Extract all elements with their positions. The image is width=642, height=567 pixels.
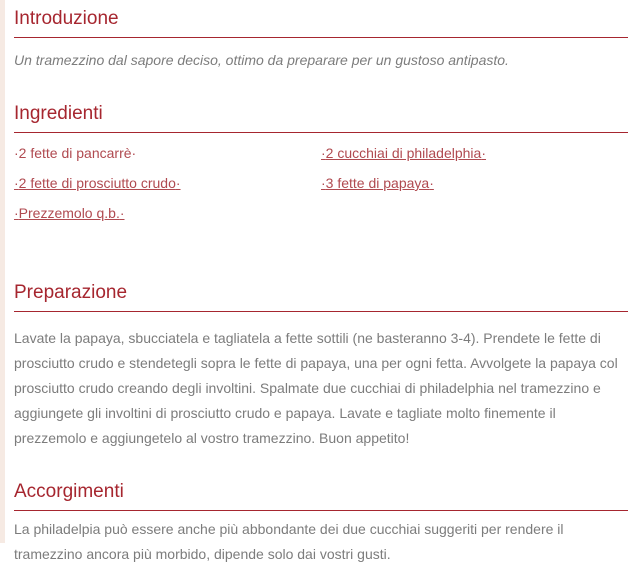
section-title-ingredienti: Ingredienti [14, 104, 628, 133]
ingredient-link-pancarre[interactable] [14, 145, 136, 161]
ingredient-label: 3 fette di papaya [325, 175, 430, 191]
bullet-icon: · [14, 145, 19, 161]
ingredient-link-papaya[interactable] [321, 175, 434, 191]
ingredient-label: 2 fette di pancarrè [18, 145, 132, 161]
section-title-accorgimenti: Accorgimenti [14, 482, 628, 511]
ingredient-link-philadelphia[interactable] [321, 145, 486, 161]
bullet-icon: · [429, 175, 434, 191]
preparation-text: Lavate la papaya, sbucciatela e tagliatela a fette sottili (ne basteranno 3-4). Prendete le fette di prosciutto crudo e stendetegli sopra le fette di papaya, una per ogni fetta. Avvolgete la papaya col prosciutto crudo creando degli involtini. Spalmate due cucchiai di philadelphia nel tramezzino e aggiungete gli involtini di prosciutto crudo e papaya. Lavate e tagliate molto finemente il prezzemolo e aggiungetelo al vostro tramezzino. Buon appetito! [14, 330, 618, 446]
ingredient-link-prezzemolo[interactable] [14, 205, 125, 221]
section-preparazione [14, 283, 628, 451]
ingredients-column-left [14, 145, 321, 235]
bullet-icon: · [175, 175, 181, 191]
section-ingredienti [14, 104, 628, 235]
bullet-icon: · [131, 145, 137, 161]
section-title-preparazione: Preparazione [14, 283, 628, 312]
section-introduzione [14, 9, 628, 70]
recipe-content [14, 0, 628, 567]
ingredients-list [14, 145, 628, 235]
bullet-icon: · [14, 175, 19, 191]
section-title-introduzione: Introduzione [14, 9, 628, 38]
introduction-text: Un tramezzino dal sapore deciso, ottimo da preparare per un gustoso antipasto. [14, 52, 509, 68]
bullet-icon: · [481, 145, 487, 161]
ingredient-link-prosciutto-crudo[interactable] [14, 175, 181, 191]
ingredient-label: 2 fette di prosciutto crudo [18, 175, 176, 191]
ingredient-label: 2 cucchiai di philadelphia [325, 145, 482, 161]
ingredient-label: Prezzemolo q.b. [18, 205, 120, 221]
section-accorgimenti [14, 482, 628, 567]
bullet-icon: · [14, 205, 19, 221]
page-left-border [0, 0, 5, 543]
bullet-icon: · [321, 175, 326, 191]
ingredients-column-right [321, 145, 628, 235]
bullet-icon: · [321, 145, 326, 161]
notes-text: La philadelpia può essere anche più abbondante dei due cucchiai suggeriti per rendere il tramezzino ancora più morbido, dipende solo dai vostri gusti. [14, 521, 564, 562]
bullet-icon: · [119, 205, 125, 221]
